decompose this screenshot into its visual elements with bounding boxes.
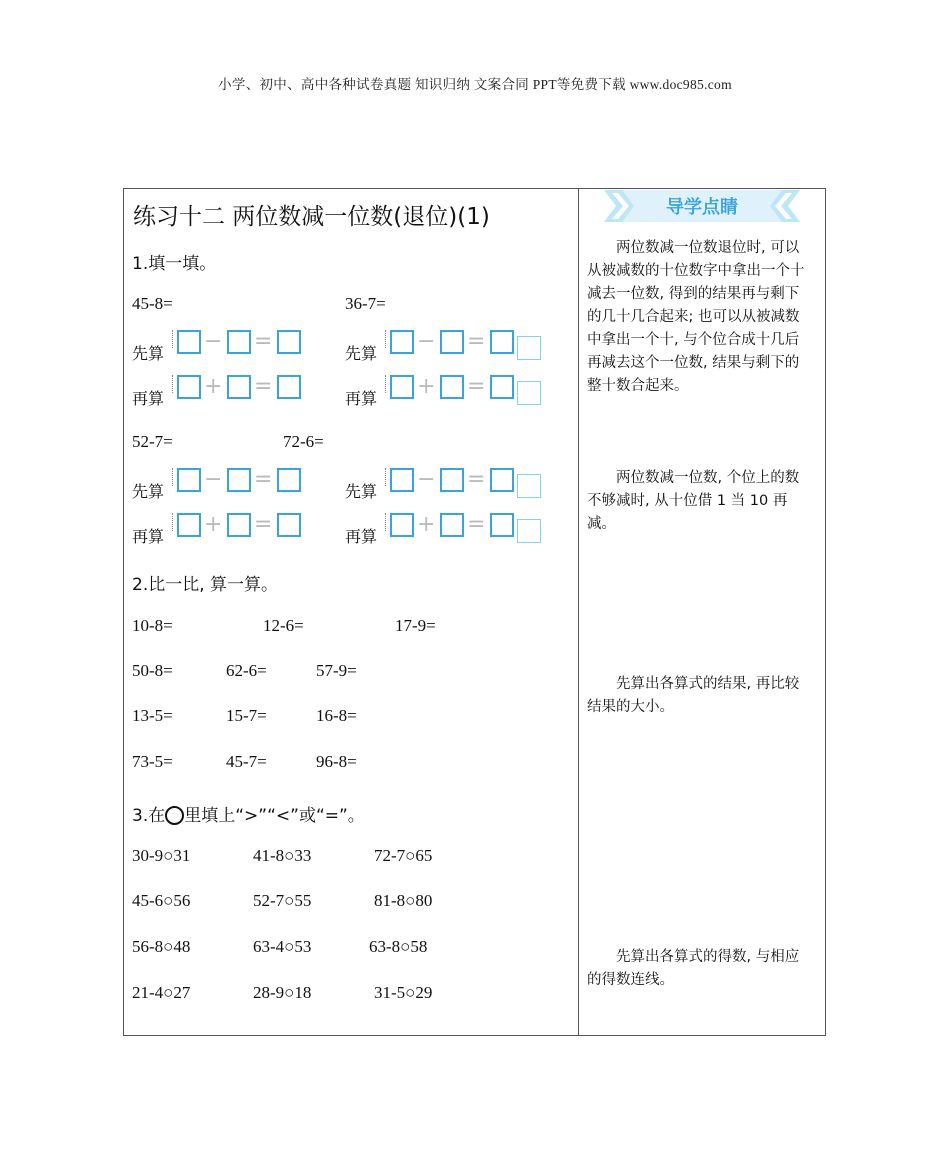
compare-calc-item: 45-7= xyxy=(226,752,267,771)
comparison-item[interactable]: 56-8○48 xyxy=(132,937,191,956)
equals-sign: = xyxy=(467,512,486,537)
answer-box[interactable] xyxy=(490,375,514,399)
answer-box[interactable] xyxy=(277,513,301,537)
answer-box[interactable] xyxy=(390,513,414,537)
guide-note-1: 两位数减一位数退位时, 可以从被减数的十位数字中拿出一个十减去一位数, 得到的结果再与剩下的几十几合起来; 也可以从被减数中拿出一个十, 与个位合成十几后再减去这个一位数, 结果与剩下的整十数合起来。 xyxy=(587,240,805,394)
dotted-marker xyxy=(385,330,389,348)
minus-sign: − xyxy=(417,467,436,492)
dotted-marker xyxy=(172,513,176,531)
dotted-marker xyxy=(385,468,389,486)
compare-calc-item: 17-9= xyxy=(395,616,436,635)
dotted-marker xyxy=(172,468,176,486)
problem-72-6: 72-6= xyxy=(283,432,324,451)
problem-36-7: 36-7= xyxy=(345,294,386,313)
plus-sign: + xyxy=(204,512,223,537)
answer-box[interactable] xyxy=(227,513,251,537)
page-header: 小学、初中、高中各种试卷真题 知识归纳 文案合同 PPT等免费下载 www.doc985.com xyxy=(218,77,732,92)
plus-sign: + xyxy=(417,374,436,399)
label-first-calc: 先算 xyxy=(345,482,378,501)
comparison-item[interactable]: 28-9○18 xyxy=(253,983,312,1002)
dotted-marker xyxy=(172,375,176,393)
compare-calc-item: 16-8= xyxy=(316,706,357,725)
label-first-calc: 先算 xyxy=(345,344,378,363)
compare-calc-item: 13-5= xyxy=(132,706,173,725)
answer-box[interactable] xyxy=(390,330,414,354)
answer-box[interactable] xyxy=(277,375,301,399)
compare-calc-item: 57-9= xyxy=(316,661,357,680)
answer-box[interactable] xyxy=(490,513,514,537)
label-then-calc: 再算 xyxy=(132,527,165,546)
answer-box[interactable] xyxy=(277,468,301,492)
equals-sign: = xyxy=(467,467,486,492)
answer-box[interactable] xyxy=(277,330,301,354)
compare-calc-item: 12-6= xyxy=(263,616,304,635)
answer-box[interactable] xyxy=(227,468,251,492)
answer-box[interactable] xyxy=(440,513,464,537)
label-then-calc: 再算 xyxy=(132,389,165,408)
extra-answer-box[interactable] xyxy=(517,519,541,543)
equals-sign: = xyxy=(467,329,486,354)
comparison-item[interactable]: 41-8○33 xyxy=(253,846,312,865)
extra-answer-box[interactable] xyxy=(517,336,541,360)
answer-box[interactable] xyxy=(440,375,464,399)
equals-sign: = xyxy=(254,512,273,537)
answer-box[interactable] xyxy=(177,513,201,537)
problem-52-7: 52-7= xyxy=(132,432,173,451)
label-then-calc: 再算 xyxy=(345,389,378,408)
column-divider xyxy=(578,188,579,1036)
comparison-item[interactable]: 30-9○31 xyxy=(132,846,191,865)
comparison-item[interactable]: 63-8○58 xyxy=(369,937,428,956)
compare-calc-item: 50-8= xyxy=(132,661,173,680)
plus-sign: + xyxy=(417,512,436,537)
compare-calc-item: 62-6= xyxy=(226,661,267,680)
minus-sign: − xyxy=(417,329,436,354)
section1-heading: 1.填一填。 xyxy=(132,254,217,274)
comparison-item[interactable]: 21-4○27 xyxy=(132,983,191,1002)
dotted-marker xyxy=(385,375,389,393)
guide-banner-title: 导学点睛 xyxy=(666,197,738,218)
answer-box[interactable] xyxy=(440,330,464,354)
answer-box[interactable] xyxy=(227,375,251,399)
comparison-item[interactable]: 63-4○53 xyxy=(253,937,312,956)
answer-box[interactable] xyxy=(177,330,201,354)
label-then-calc: 再算 xyxy=(345,527,378,546)
comparison-item[interactable]: 52-7○55 xyxy=(253,891,312,910)
compare-calc-item: 96-8= xyxy=(316,752,357,771)
answer-box[interactable] xyxy=(390,468,414,492)
guide-note-3: 先算出各算式的结果, 再比较结果的大小。 xyxy=(587,676,800,715)
minus-sign: − xyxy=(204,329,223,354)
answer-box[interactable] xyxy=(490,468,514,492)
answer-box[interactable] xyxy=(440,468,464,492)
answer-box[interactable] xyxy=(177,468,201,492)
answer-box[interactable] xyxy=(227,330,251,354)
compare-calc-item: 73-5= xyxy=(132,752,173,771)
guide-note-2: 两位数减一位数, 个位上的数不够减时, 从十位借 1 当 10 再减。 xyxy=(587,470,800,532)
problem-45-8: 45-8= xyxy=(132,294,173,313)
answer-box[interactable] xyxy=(390,375,414,399)
equals-sign: = xyxy=(254,467,273,492)
compare-calc-item: 10-8= xyxy=(132,616,173,635)
answer-box[interactable] xyxy=(177,375,201,399)
label-first-calc: 先算 xyxy=(132,344,165,363)
extra-answer-box[interactable] xyxy=(517,474,541,498)
page-title: 练习十二 两位数减一位数(退位)(1) xyxy=(133,204,490,230)
extra-answer-box[interactable] xyxy=(517,381,541,405)
plus-sign: + xyxy=(204,374,223,399)
section3-heading xyxy=(132,801,365,826)
compare-calc-item: 15-7= xyxy=(226,706,267,725)
comparison-item[interactable]: 81-8○80 xyxy=(374,891,433,910)
guide-note-4: 先算出各算式的得数, 与相应的得数连线。 xyxy=(587,949,800,988)
answer-box[interactable] xyxy=(490,330,514,354)
comparison-item[interactable]: 45-6○56 xyxy=(132,891,191,910)
circle-icon xyxy=(165,806,184,825)
dotted-marker xyxy=(172,330,176,348)
equals-sign: = xyxy=(254,374,273,399)
minus-sign: − xyxy=(204,467,223,492)
equals-sign: = xyxy=(467,374,486,399)
section2-heading: 2.比一比, 算一算。 xyxy=(132,575,279,595)
section3-heading-prefix: 3.在 xyxy=(132,806,166,826)
comparison-item[interactable]: 31-5○29 xyxy=(374,983,433,1002)
section3-heading-suffix: 里填上“>”“<”或“=”。 xyxy=(184,806,365,826)
label-first-calc: 先算 xyxy=(132,482,165,501)
dotted-marker xyxy=(385,513,389,531)
comparison-item[interactable]: 72-7○65 xyxy=(374,846,433,865)
equals-sign: = xyxy=(254,329,273,354)
